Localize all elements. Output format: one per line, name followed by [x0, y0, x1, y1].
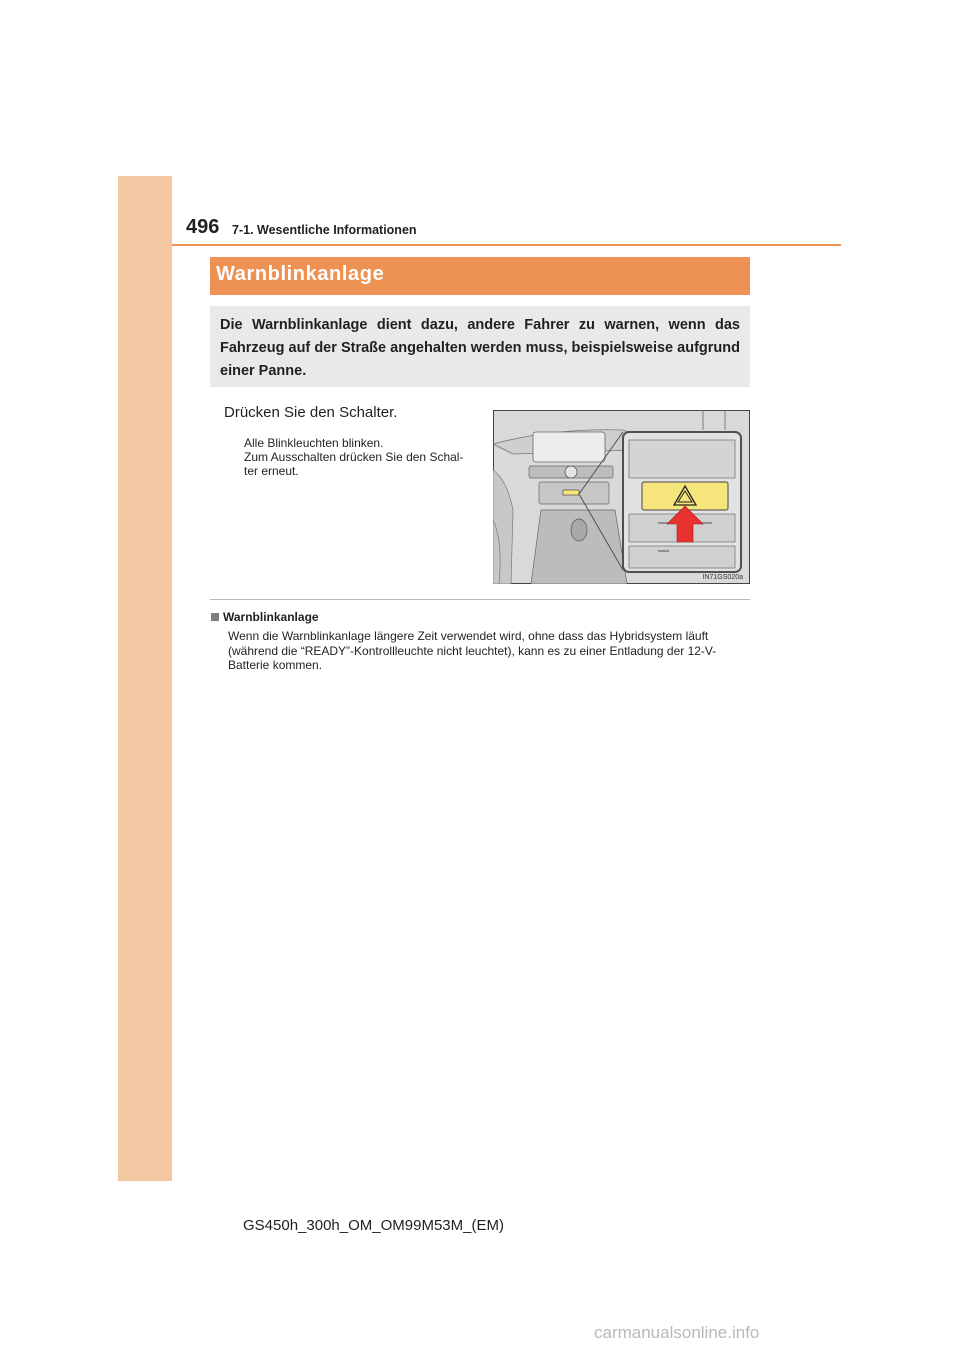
chapter-title: 7-1. Wesentliche Informationen — [232, 223, 417, 237]
intro-box — [210, 306, 750, 387]
illustration-code: IN71GS020a — [702, 574, 743, 581]
watermark: carmanualsonline.info — [594, 1323, 760, 1342]
header-rule — [172, 244, 841, 246]
hazard-switch-illustration — [493, 410, 750, 584]
section-title-bar — [210, 257, 750, 295]
note-line: (während die “READY”-Kontrollleuchte nicht leuchtet), kann es zu einer Entladung der 12-V- — [228, 643, 717, 658]
footer-doc-id: GS450h_300h_OM_OM99M53M_(EM) — [243, 1217, 504, 1234]
side-tab — [118, 176, 172, 1181]
note-divider — [210, 599, 750, 600]
square-bullet-icon — [211, 613, 219, 621]
section-title: Warnblinkanlage — [216, 263, 385, 285]
step-detail-line: ter erneut. — [244, 464, 299, 478]
note-line: Batterie kommen. — [228, 658, 323, 672]
step-detail-line: Zum Ausschalten drücken Sie den Schal- — [244, 450, 464, 464]
note-line: Wenn die Warnblinkanlage längere Zeit verwendet wird, ohne dass das Hybridsystem läuft — [228, 629, 709, 643]
page-number: 496 — [186, 216, 220, 238]
note-title — [211, 610, 319, 624]
note-body — [228, 629, 750, 673]
step-detail-line: Alle Blinkleuchten blinken. — [244, 436, 384, 450]
note-title-text: Warnblinkanlage — [223, 610, 319, 624]
step-detail — [244, 436, 484, 478]
intro-text: Die Warnblinkanlage dient dazu, andere Fahrer zu warnen, wenn das Fahrzeug auf der Straße angehalten werden muss, beispielsweise aufgrund einer Panne. — [220, 317, 740, 379]
step-instruction: Drücken Sie den Schalter. — [224, 404, 398, 421]
